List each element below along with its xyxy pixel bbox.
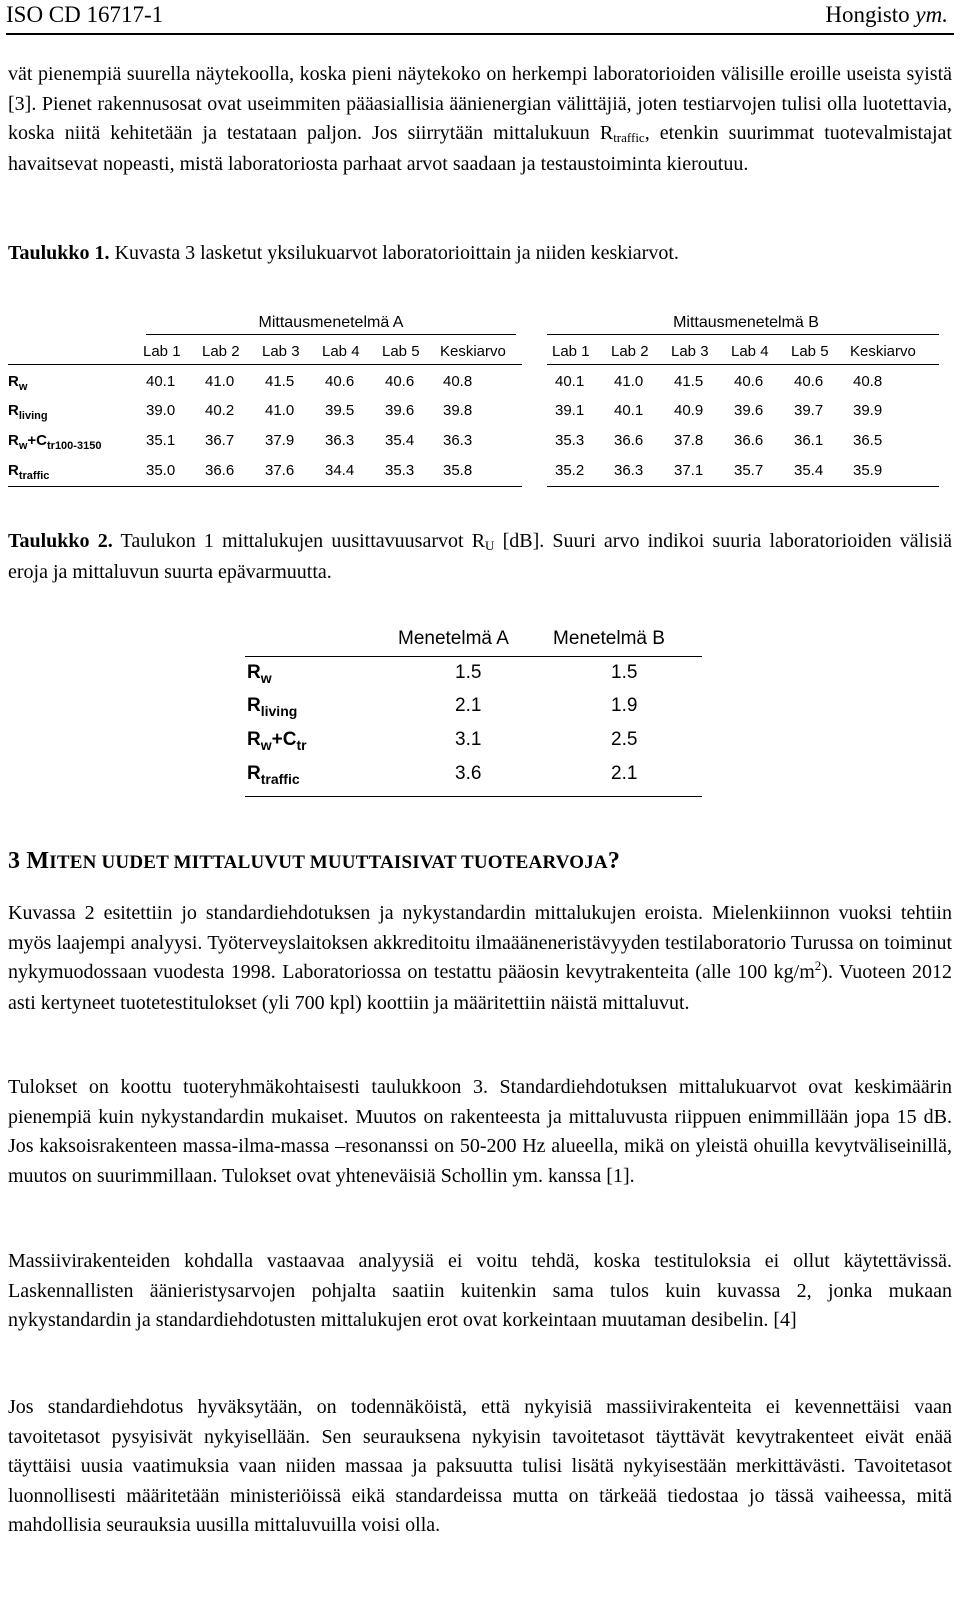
table1-cell: 39.6	[734, 402, 764, 419]
table1-cell: 35.2	[555, 462, 585, 479]
row-label-subscript: w	[260, 737, 272, 753]
table1-cell: 39.7	[794, 402, 824, 419]
table1-cell: 34.4	[325, 462, 355, 479]
intro-text-2: , etenkin suurimmat tuotevalmistajat havaitsevat nopeasti, mistä laboratoriosta parhaat arvot saadaan ja testaustoiminta kieroutuu.	[8, 122, 952, 175]
table1-cell: 40.6	[385, 373, 415, 390]
paragraph-3: Massiivirakenteiden kohdalla vastaavaa analyysiä ei voitu tehdä, koska testituloksia ei ollut käytettävissä. Laskennallisten äänieristysarvojen pohjalta saatiin kuitenkin sama tulos kuin kuvassa 2, jonka mukaan nykystandardin ja standardiehdotusten mittalukujen erot ovat korkeintaan muutaman desibelin. [4]	[8, 1250, 952, 1332]
row-label-symbol: R	[247, 662, 261, 683]
author-line	[825, 2, 948, 28]
table1-column-header: Lab 2	[611, 343, 649, 360]
row-label-subscript: w	[18, 381, 28, 393]
table1-caption-label: Taulukko 1.	[8, 242, 110, 264]
table1-cell: 35.4	[794, 462, 824, 479]
paragraph-1-text-b: ). Vuoteen 2012 asti kertyneet tuotetestitulokset (yli 700 kpl) koottiin ja määritettiin näistä mittaluvut.	[8, 961, 952, 1014]
table1-cell: 36.6	[205, 462, 235, 479]
intro-text-1: vät pienempiä suurella näytekoolla, koska pieni näytekoko on herkempi laboratorioiden välisille eroille useista syistä [3]. Pienet rakennusosat ovat useimmiten pääasiallisia äänienergian välittäjiä, joten testiarvojen tulisi olla luotettavia, koska niitä kehitetään ja testataan paljon. Jos siirrytään mittalukuun R	[8, 63, 952, 145]
table1-cell: 39.9	[853, 402, 883, 419]
table2-cell: 2.1	[455, 695, 482, 716]
row-label-subscript-2: tr	[296, 737, 307, 753]
table2-cell: 2.1	[611, 763, 638, 784]
row-label-subscript: w	[260, 670, 272, 686]
table1-cell: 36.3	[443, 432, 473, 449]
table2-row-label	[247, 729, 307, 751]
table1-cell: 39.1	[555, 402, 585, 419]
table1-caption	[8, 239, 952, 269]
table1-cell: 37.6	[265, 462, 295, 479]
table2-caption-subscript: U	[485, 538, 495, 553]
row-label-symbol: R	[8, 462, 19, 479]
paragraph-1	[8, 899, 952, 1018]
table1-rule-group-a	[146, 334, 516, 335]
table1-group-a: Mittausmenetelmä A	[258, 314, 404, 331]
table2-cell: 3.1	[455, 729, 482, 750]
document-id: ISO CD 16717-1	[6, 2, 164, 27]
table1-cell: 40.6	[794, 373, 824, 390]
table1-rule-head-a	[8, 364, 522, 365]
section-initial: M	[26, 848, 50, 874]
paragraph-1-superscript: 2	[814, 958, 822, 974]
row-label-symbol: R	[247, 763, 261, 784]
table1-rule-group-b	[547, 334, 939, 335]
row-label-symbol: R	[8, 402, 19, 419]
paragraph-4: Jos standardiehdotus hyväksytään, on todennäköistä, että nykyisiä massiivirakenteita ei kevennettäisi vaan tavoitetasot pysyisivät nykyisellään. Sen seurauksena nykyisin tavoitetasot täyttävät kevytrakenteet eivät enää täyttäisi uusia vaatimuksia vaan niiden massaa ja paksuutta tulisi lisätä nykyisestään merkittävästi. Tavoitetasot luonnollisesti määritetään ministeriöissä eikä standardeissa mutta on tärkeää tiedostaa jo tässä vaiheessa, mitä mahdollisia seurauksia uusilla mittaluvuilla voisi olla.	[8, 1396, 952, 1537]
table1	[0, 306, 960, 491]
table2-header-b: Menetelmä B	[553, 628, 665, 649]
table1-cell: 39.6	[385, 402, 415, 419]
table2-row-label	[247, 695, 297, 717]
table1-column-header: Lab 4	[731, 343, 769, 360]
table1-row-label	[8, 432, 102, 452]
table1-cell: 40.8	[853, 373, 883, 390]
page-header	[0, 0, 960, 34]
header-rule	[6, 33, 954, 35]
table2-cell: 3.6	[455, 763, 482, 784]
table2-rule-bottom	[245, 796, 702, 797]
table1-rule-bottom-a	[8, 486, 522, 487]
row-label-symbol: R	[247, 729, 261, 750]
table1-cell: 40.1	[614, 402, 644, 419]
table1-cell: 37.9	[265, 432, 295, 449]
table1-group-b: Mittausmenetelmä B	[673, 314, 819, 331]
paragraph-1-text-a: Kuvassa 2 esitettiin jo standardiehdotuksen ja nykystandardin mittalukujen eroista. Mielenkiinnon vuoksi tehtiin myös laajempi analyysi. Työterveyslaitoksen akkreditoitu ilmaääneneristävyyden testilaboratorio Turussa on toiminut nykymuodossaan vuodesta 1998. Laboratoriossa on testattu pääosin kevytrakenteita (alle 100 kg/m	[8, 902, 952, 984]
table1-cell: 35.9	[853, 462, 883, 479]
table1-cell: 40.8	[443, 373, 473, 390]
table1-cell: 36.3	[614, 462, 644, 479]
table1-cell: 40.6	[325, 373, 355, 390]
table1-cell: 41.0	[205, 373, 235, 390]
section-question-mark: ?	[607, 848, 621, 874]
table1-column-header: Lab 4	[322, 343, 360, 360]
table1-cell: 40.6	[734, 373, 764, 390]
table2	[0, 620, 960, 810]
table1-cell: 36.1	[794, 432, 824, 449]
table1-cell: 41.5	[674, 373, 704, 390]
table1-row-label	[8, 402, 48, 422]
intro-subscript: traffic	[613, 130, 645, 146]
intro-paragraph	[8, 60, 952, 179]
table1-cell: 35.0	[146, 462, 176, 479]
section-number: 3	[8, 848, 21, 874]
table1-column-header: Lab 1	[552, 343, 590, 360]
row-label-subscript: traffic	[18, 470, 50, 482]
table1-column-header: Lab 3	[262, 343, 300, 360]
table1-row-label	[8, 462, 50, 482]
table1-column-header: Lab 2	[202, 343, 240, 360]
table1-cell: 41.0	[265, 402, 295, 419]
table1-cell: 39.5	[325, 402, 355, 419]
row-label-subscript: living	[18, 410, 48, 422]
table1-cell: 40.1	[146, 373, 176, 390]
table1-caption-text: Kuvasta 3 lasketut yksilukuarvot laboratorioittain ja niiden keskiarvot.	[109, 242, 679, 264]
table1-row-label	[8, 373, 28, 393]
table1-cell: 35.3	[555, 432, 585, 449]
row-label-subscript: w	[18, 440, 28, 452]
table2-caption-text-2: [dB]. Suuri arvo indikoi suuria laboratorioiden välisiä eroja ja mittaluvun suurta epävarmuutta.	[8, 530, 952, 583]
table1-cell: 35.7	[734, 462, 764, 479]
row-label-symbol: R	[8, 373, 19, 390]
table1-column-header: Lab 5	[791, 343, 829, 360]
table1-rule-bottom-b	[547, 486, 939, 487]
row-label-symbol-2: +C	[271, 729, 297, 750]
table1-cell: 40.1	[555, 373, 585, 390]
row-label-symbol: R	[8, 432, 19, 449]
table1-column-header: Lab 5	[382, 343, 420, 360]
table2-header-a: Menetelmä A	[398, 628, 509, 649]
table1-cell: 36.6	[614, 432, 644, 449]
table1-cell: 37.8	[674, 432, 704, 449]
row-label-subscript: living	[260, 703, 298, 719]
table1-column-header: Keskiarvo	[440, 343, 506, 360]
table2-caption-text-1: Taulukon 1 mittalukujen uusittavuusarvot R	[112, 530, 486, 552]
row-label-subscript-2: tr100-3150	[47, 440, 102, 452]
table1-column-header: Keskiarvo	[850, 343, 916, 360]
table1-cell: 35.3	[385, 462, 415, 479]
table1-cell: 37.1	[674, 462, 704, 479]
table1-cell: 35.8	[443, 462, 473, 479]
table1-cell: 39.0	[146, 402, 176, 419]
table1-cell: 36.7	[205, 432, 235, 449]
table1-cell: 36.3	[325, 432, 355, 449]
table2-row-label	[247, 662, 272, 684]
table2-cell: 1.5	[455, 662, 482, 683]
table1-cell: 41.5	[265, 373, 295, 390]
table1-cell: 40.2	[205, 402, 235, 419]
table2-cell: 1.5	[611, 662, 638, 683]
table1-cell: 35.4	[385, 432, 415, 449]
section-heading	[8, 848, 620, 875]
table1-cell: 35.1	[146, 432, 176, 449]
table2-row-label	[247, 763, 300, 785]
table1-cell: 39.8	[443, 402, 473, 419]
table2-caption-label: Taulukko 2.	[8, 530, 113, 552]
table2-rule-head	[245, 656, 702, 657]
table1-cell: 36.6	[734, 432, 764, 449]
table2-caption	[8, 527, 952, 587]
row-label-symbol: R	[247, 695, 261, 716]
table1-rule-head-b	[547, 364, 939, 365]
row-label-subscript: traffic	[260, 771, 300, 787]
author-name: Hongisto	[825, 2, 910, 27]
table1-column-header: Lab 3	[671, 343, 709, 360]
table1-cell: 41.0	[614, 373, 644, 390]
table2-cell: 1.9	[611, 695, 638, 716]
paragraph-2: Tulokset on koottu tuoteryhmäkohtaisesti taulukkoon 3. Standardiehdotuksen mittalukuarvot ovat keskimäärin pienempiä kuin nykystandardin mukaiset. Muutos on rakenteesta ja mittaluvusta riippuen enimmillään jopa 15 dB. Jos kaksoisrakenteen massa-ilma-massa –resonanssi on 50-200 Hz alueella, mikä on yleistä ohuilla kevytväliseinillä, muutos on suurimmillaan. Tulokset ovat yhteneväisiä Schollin ym. kanssa [1].	[8, 1076, 952, 1187]
author-suffix: ym.	[915, 2, 948, 27]
table1-column-header: Lab 1	[143, 343, 181, 360]
table1-cell: 40.9	[674, 402, 704, 419]
table2-cell: 2.5	[611, 729, 638, 750]
row-label-symbol-2: +C	[27, 432, 47, 449]
table1-cell: 36.5	[853, 432, 883, 449]
section-title-rest: ITEN UUDET MITTALUVUT MUUTTAISIVAT TUOTEARVOJA	[49, 852, 608, 873]
